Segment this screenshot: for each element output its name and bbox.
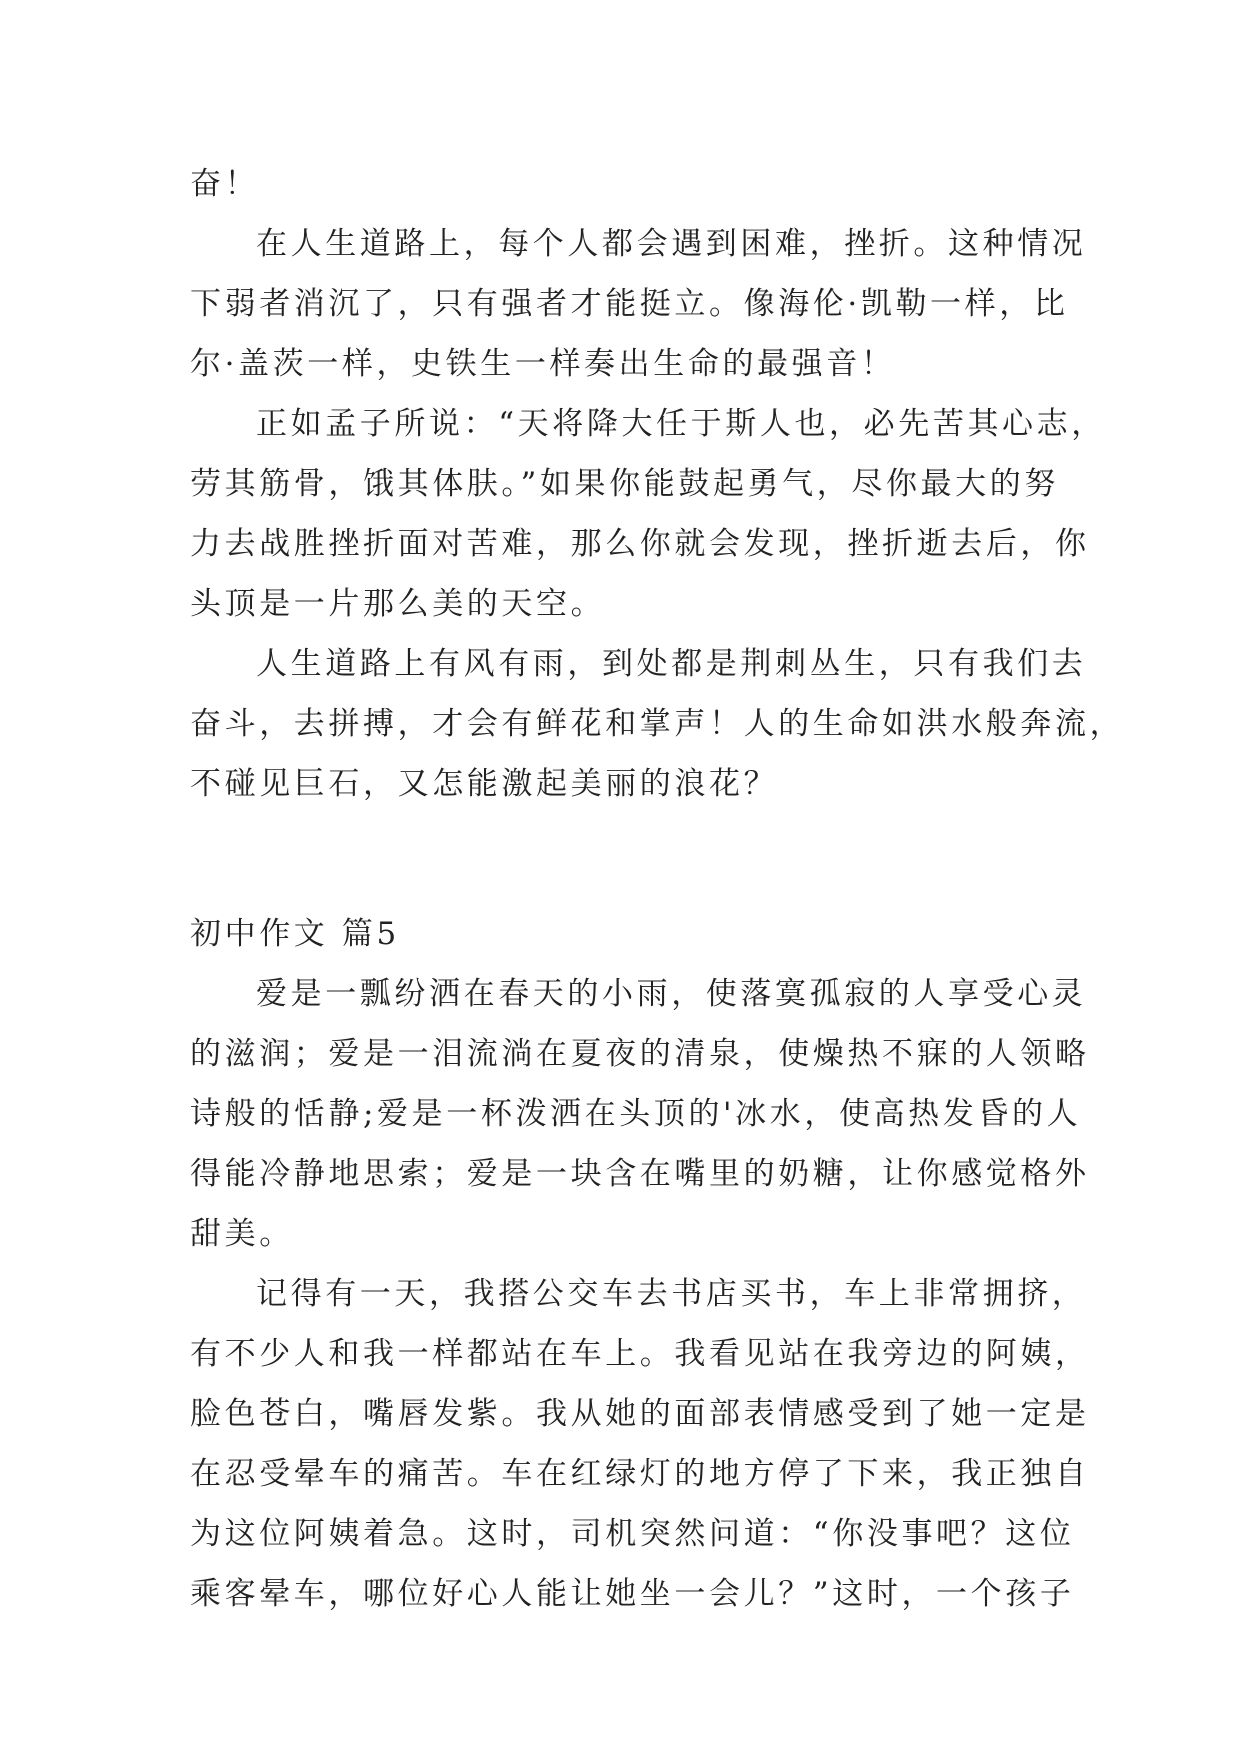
text-line: 得能冷静地思索；爱是一块含在嘴里的奶糖，让你感觉格外 bbox=[190, 1156, 1090, 1192]
paragraph-start-line: 正如孟子所说：“天将降大任于斯人也，必先苦其心志， bbox=[256, 406, 1106, 442]
text-line: 在忍受晕车的痛苦。车在红绿灯的地方停了下来，我正独自 bbox=[190, 1456, 1090, 1492]
paragraph-start-line: 爱是一瓢纷洒在春天的小雨，使落寞孤寂的人享受心灵 bbox=[256, 976, 1087, 1012]
text-line: 力去战胜挫折面对苦难，那么你就会发现，挫折逝去后，你 bbox=[190, 526, 1090, 562]
text-line: 头顶是一片那么美的天空。 bbox=[190, 586, 606, 622]
document-page bbox=[190, 154, 1125, 1624]
text-line: 为这位阿姨着急。这时，司机突然问道：“你没事吧？这位 bbox=[190, 1516, 1075, 1552]
text-line: 劳其筋骨，饿其体肤。”如果你能鼓起勇气，尽你最大的努 bbox=[190, 466, 1059, 502]
text-line: 尔·盖茨一样，史铁生一样奏出生命的最强音！ bbox=[190, 346, 896, 382]
text-line: 的滋润；爱是一泪流淌在夏夜的清泉，使燥热不寐的人领略 bbox=[190, 1036, 1090, 1072]
text-line: 诗般的恬静;爱是一杯泼洒在头顶的'冰水，使高热发昏的人 bbox=[190, 1096, 1082, 1132]
text-line: 甜美。 bbox=[190, 1216, 294, 1252]
text-line: 下弱者消沉了，只有强者才能挺立。像海伦·凯勒一样，比 bbox=[190, 286, 1069, 322]
paragraph-start-line: 人生道路上有风有雨，到处都是荆刺丛生，只有我们去 bbox=[256, 646, 1087, 682]
text-line: 奋斗，去拼搏，才会有鲜花和掌声！人的生命如洪水般奔流， bbox=[190, 706, 1125, 742]
text-line: 不碰见巨石，又怎能激起美丽的浪花？ bbox=[190, 766, 779, 802]
section-heading: 初中作文 篇5 bbox=[190, 916, 400, 952]
paragraph-start-line: 在人生道路上，每个人都会遇到困难，挫折。这种情况 bbox=[256, 226, 1087, 262]
text-line: 脸色苍白，嘴唇发紫。我从她的面部表情感受到了她一定是 bbox=[190, 1396, 1090, 1432]
section-gap bbox=[190, 814, 1050, 904]
text-line: 乘客晕车，哪位好心人能让她坐一会儿？”这时，一个孩子 bbox=[190, 1576, 1075, 1612]
text-line: 有不少人和我一样都站在车上。我看见站在我旁边的阿姨， bbox=[190, 1336, 1090, 1372]
text-line: 奋！ bbox=[190, 166, 260, 202]
paragraph-start-line: 记得有一天，我搭公交车去书店买书，车上非常拥挤， bbox=[256, 1276, 1087, 1312]
